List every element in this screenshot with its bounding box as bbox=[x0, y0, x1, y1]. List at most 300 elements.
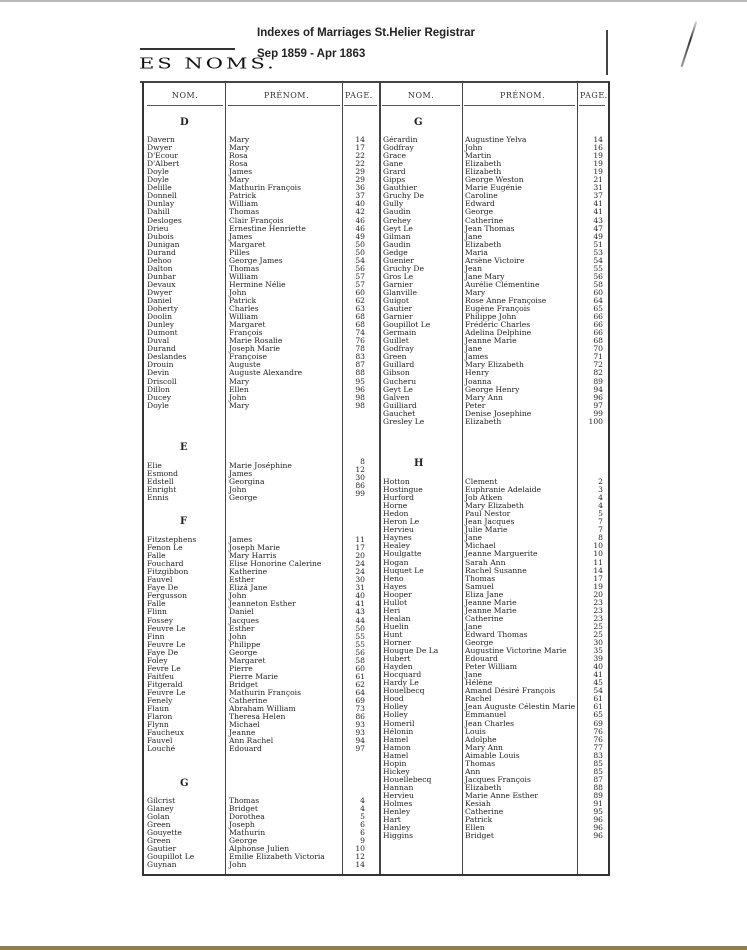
entry-nom: Davern bbox=[147, 135, 175, 144]
entry-page: 94 bbox=[593, 384, 603, 394]
entry-nom: Dillon bbox=[147, 384, 170, 394]
entry-page: 66 bbox=[593, 312, 603, 322]
entry-prenom: Ann Rachel bbox=[229, 736, 274, 746]
entry-page: 4 bbox=[598, 501, 603, 511]
entry-page: 55 bbox=[355, 639, 365, 649]
entry-prenom: John bbox=[229, 631, 247, 641]
entry-page: 73 bbox=[355, 704, 365, 714]
entry-page: 41 bbox=[593, 670, 603, 680]
entry-page: 30 bbox=[593, 638, 603, 647]
entry-page: 7 bbox=[598, 517, 603, 527]
entry-prenom: Jacques François bbox=[465, 774, 531, 784]
entry-prenom: Thomas bbox=[229, 207, 260, 217]
entry-nom: Foley bbox=[147, 655, 168, 665]
entry-nom: Hamel bbox=[383, 750, 409, 760]
entry-page: 17 bbox=[593, 573, 603, 583]
entry-page: 78 bbox=[355, 344, 365, 354]
entry-nom: Dumont bbox=[147, 328, 178, 338]
entry-nom: Huelin bbox=[383, 621, 409, 631]
entry-nom: Faye De bbox=[147, 647, 179, 657]
entry-page: 53 bbox=[593, 247, 603, 257]
entry-page: 96 bbox=[593, 815, 603, 825]
entry-nom: Glaney bbox=[147, 804, 174, 814]
header-rule-short bbox=[221, 48, 235, 50]
entry-prenom: Augustine Victorine Marie bbox=[465, 646, 567, 656]
entry-nom: Gilman bbox=[383, 231, 411, 241]
entry-nom: Dunbar bbox=[147, 271, 176, 281]
header-underline bbox=[579, 105, 605, 106]
entry-nom: Goupillot Le bbox=[147, 852, 195, 862]
entry-page: 98 bbox=[355, 400, 365, 410]
entry-prenom: Marie Joséphine bbox=[229, 461, 292, 470]
entry-nom: Hervieu bbox=[383, 790, 414, 800]
entry-prenom: Mary Elizabeth bbox=[465, 501, 524, 511]
entry-page: 72 bbox=[593, 360, 603, 370]
entry-nom: Dahill bbox=[147, 207, 170, 217]
entry-page: 88 bbox=[355, 368, 365, 378]
entry-prenom: Jane Mary bbox=[465, 271, 505, 281]
entry-nom: Feuvre Le bbox=[147, 687, 186, 697]
entry-prenom: Edouard bbox=[229, 744, 262, 754]
entry-nom: Fitzstephens bbox=[147, 535, 197, 544]
entry-prenom: Jean Charles bbox=[465, 718, 515, 728]
entry-nom: Hubert bbox=[383, 654, 411, 664]
entry-page: 61 bbox=[593, 702, 603, 712]
entry-page: 12 bbox=[355, 465, 365, 475]
entry-nom: Green bbox=[147, 820, 171, 830]
entry-prenom: George bbox=[229, 836, 258, 846]
entry-nom: Garnier bbox=[383, 312, 413, 322]
section-letter-g: G bbox=[414, 117, 423, 128]
entry-page: 61 bbox=[593, 694, 603, 704]
entry-prenom: Denise Josephine bbox=[465, 408, 532, 418]
entry-prenom: Jane bbox=[465, 621, 482, 631]
entry-nom: Flinn bbox=[147, 607, 167, 617]
entry-prenom: Joanna bbox=[465, 376, 492, 386]
entry-nom: Gilcrist bbox=[147, 796, 176, 805]
entry-prenom: George bbox=[229, 493, 258, 503]
entry-nom: Hickey bbox=[383, 766, 410, 776]
entry-prenom: Edward Thomas bbox=[465, 629, 528, 639]
entry-page: 99 bbox=[593, 408, 603, 418]
entry-prenom: Charles bbox=[229, 304, 259, 314]
entry-nom: Gedge bbox=[383, 247, 408, 257]
entry-prenom: Clement bbox=[465, 477, 498, 486]
entry-nom: Hostingue bbox=[383, 485, 423, 495]
entry-nom: Godfray bbox=[383, 344, 414, 354]
entry-page: 71 bbox=[593, 352, 603, 362]
entry-page: 16 bbox=[593, 143, 603, 153]
entry-prenom: Mary Ann bbox=[465, 742, 503, 752]
entry-nom: Holley bbox=[383, 710, 408, 720]
entry-page: 66 bbox=[593, 320, 603, 330]
entry-prenom: Alphonse Julien bbox=[229, 844, 290, 854]
entry-prenom: Jane bbox=[465, 533, 482, 543]
entry-prenom: Rose Anne Françoise bbox=[465, 296, 547, 305]
entry-nom: Houelbecq bbox=[383, 686, 425, 696]
entry-page: 42 bbox=[355, 207, 365, 217]
header-rule bbox=[140, 48, 233, 50]
entry-nom: Falle bbox=[147, 551, 166, 561]
entry-page: 55 bbox=[355, 631, 365, 641]
entry-prenom: Louis bbox=[465, 726, 486, 736]
entry-prenom: George bbox=[465, 207, 494, 217]
entry-nom: Holmes bbox=[383, 799, 413, 808]
entry-page: 100 bbox=[588, 416, 603, 426]
entry-nom: Devin bbox=[147, 368, 170, 378]
entry-page: 76 bbox=[593, 726, 603, 736]
entry-prenom: Kesiah bbox=[465, 799, 491, 808]
entry-prenom: Ernestine Henriette bbox=[229, 223, 306, 233]
entry-nom: Fouchard bbox=[147, 559, 184, 569]
entry-page: 7 bbox=[598, 525, 603, 535]
entry-page: 41 bbox=[593, 207, 603, 217]
entry-nom: Heno bbox=[383, 573, 404, 583]
entry-prenom: Ann bbox=[465, 766, 481, 776]
index-table bbox=[142, 82, 610, 876]
entry-nom: Gérardin bbox=[383, 135, 418, 144]
entry-prenom: Catherine bbox=[465, 215, 504, 225]
entry-prenom: Aurélie Clémentine bbox=[465, 279, 540, 289]
entry-page: 14 bbox=[593, 565, 603, 575]
entry-page: 4 bbox=[360, 796, 365, 805]
entry-nom: Feuvre Le bbox=[147, 639, 186, 649]
entry-prenom: Mary Elizabeth bbox=[465, 360, 524, 370]
entry-prenom: Jeanne Marie bbox=[465, 605, 517, 615]
entry-page: 70 bbox=[593, 344, 603, 354]
entry-prenom: Jane bbox=[465, 670, 482, 680]
entry-prenom: Abraham William bbox=[229, 704, 296, 714]
entry-prenom: Edward bbox=[465, 199, 495, 209]
entry-nom: Goupillot Le bbox=[383, 320, 431, 330]
entry-nom: Geyt Le bbox=[383, 223, 413, 233]
entry-nom: Guynan bbox=[147, 860, 177, 870]
entry-page: 17 bbox=[355, 143, 365, 153]
entry-page: 51 bbox=[593, 239, 603, 249]
entry-page: 96 bbox=[593, 392, 603, 402]
entry-page: 61 bbox=[355, 671, 365, 681]
entry-page: 85 bbox=[593, 766, 603, 776]
entry-nom: Healan bbox=[383, 613, 411, 623]
entry-nom: Flynn bbox=[147, 720, 169, 730]
entry-prenom: Henry bbox=[465, 368, 489, 378]
document-title: Indexes of Marriages St.Helier Registrar bbox=[257, 27, 475, 39]
column-divider bbox=[577, 82, 578, 874]
entry-page: 40 bbox=[355, 591, 365, 601]
entry-page: 50 bbox=[355, 239, 365, 249]
entry-prenom: James bbox=[229, 231, 253, 241]
header-underline bbox=[464, 105, 575, 106]
entry-page: 56 bbox=[593, 271, 603, 281]
entry-page: 97 bbox=[593, 400, 603, 410]
entry-prenom: Jean Auguste Célestin Marie bbox=[465, 702, 576, 712]
entry-page: 14 bbox=[355, 860, 365, 870]
entry-nom: Hurford bbox=[383, 493, 415, 503]
entry-page: 25 bbox=[593, 621, 603, 631]
entry-page: 30 bbox=[355, 473, 365, 483]
column-divider bbox=[225, 82, 226, 874]
entry-prenom: Jacques bbox=[229, 615, 259, 625]
entry-nom: Heri bbox=[383, 605, 401, 615]
entry-page: 47 bbox=[593, 223, 603, 233]
section-letter-e: E bbox=[180, 442, 188, 453]
entry-page: 89 bbox=[593, 376, 603, 386]
entry-nom: Fenon Le bbox=[147, 543, 183, 553]
entry-page: 19 bbox=[593, 167, 603, 177]
entry-prenom: Patrick bbox=[229, 296, 257, 305]
entry-page: 25 bbox=[593, 629, 603, 639]
entry-page: 83 bbox=[355, 352, 365, 362]
entry-prenom: Elizabeth bbox=[465, 159, 502, 169]
entry-page: 69 bbox=[355, 696, 365, 705]
entry-page: 20 bbox=[355, 551, 365, 561]
entry-page: 64 bbox=[355, 687, 365, 697]
entry-nom: Doherty bbox=[147, 304, 179, 314]
entry-prenom: Samuel bbox=[465, 581, 494, 591]
entry-prenom: Clair François bbox=[229, 215, 284, 225]
entry-nom: Henley bbox=[383, 807, 411, 817]
entry-page: 87 bbox=[593, 774, 603, 784]
entry-nom: Hamon bbox=[383, 742, 411, 752]
entry-nom: Faye De bbox=[147, 583, 179, 593]
entry-page: 86 bbox=[355, 712, 365, 722]
header-underline bbox=[147, 105, 223, 106]
header-underline bbox=[344, 105, 377, 106]
entry-nom: Dalton bbox=[147, 263, 173, 273]
entry-nom: Finn bbox=[147, 631, 165, 641]
entry-nom: Doolin bbox=[147, 312, 172, 322]
entry-nom: Houellebecq bbox=[383, 774, 432, 784]
entry-nom: Hunt bbox=[383, 629, 403, 639]
entry-nom: Dunigan bbox=[147, 239, 180, 249]
entry-nom: Galven bbox=[383, 392, 410, 402]
entry-prenom: Maria bbox=[465, 247, 488, 257]
entry-prenom: Dorothea bbox=[229, 812, 265, 822]
entry-prenom: James bbox=[229, 167, 253, 177]
entry-prenom: James bbox=[229, 535, 253, 544]
entry-page: 82 bbox=[593, 368, 603, 378]
entry-nom: Dehoo bbox=[147, 255, 172, 265]
entry-prenom: Georgina bbox=[229, 477, 265, 487]
entry-page: 50 bbox=[355, 623, 365, 633]
entry-prenom: Elizá Jane bbox=[229, 583, 268, 593]
entry-nom: Doyle bbox=[147, 167, 169, 177]
entry-page: 29 bbox=[355, 167, 365, 177]
entry-nom: Fauvel bbox=[147, 575, 173, 585]
entry-nom: Dubois bbox=[147, 231, 174, 241]
entry-prenom: Pierre Marie bbox=[229, 671, 279, 681]
entry-page: 65 bbox=[593, 710, 603, 720]
entry-page: 2 bbox=[598, 477, 603, 486]
entry-page: 22 bbox=[355, 159, 365, 169]
entry-nom: Gaudin bbox=[383, 207, 411, 217]
entry-page: 97 bbox=[355, 744, 365, 754]
entry-prenom: George bbox=[465, 638, 494, 647]
entry-nom: Hocquard bbox=[383, 670, 422, 680]
entry-page: 39 bbox=[593, 654, 603, 664]
entry-prenom: John bbox=[229, 485, 247, 495]
entry-prenom: Mary bbox=[229, 175, 250, 185]
entry-nom: Deslandes bbox=[147, 352, 187, 362]
entry-prenom: Mary Ann bbox=[465, 392, 503, 402]
entry-prenom: Joseph Marie bbox=[229, 344, 281, 354]
entry-prenom: Bridget bbox=[465, 831, 494, 841]
entry-prenom: Martin bbox=[465, 151, 492, 161]
entry-nom: Higgins bbox=[383, 831, 413, 841]
entry-page: 46 bbox=[355, 223, 365, 233]
entry-nom: Gruchy De bbox=[383, 191, 425, 201]
entry-prenom: George bbox=[229, 647, 258, 657]
entry-page: 4 bbox=[360, 804, 365, 814]
entry-page: 68 bbox=[593, 336, 603, 346]
entry-prenom: Michael bbox=[465, 541, 496, 551]
entry-prenom: Aimable Louis bbox=[465, 750, 520, 760]
entry-page: 3 bbox=[598, 485, 603, 495]
entry-nom: Desloges bbox=[147, 215, 182, 225]
entry-page: 76 bbox=[593, 734, 603, 744]
entry-nom: Duval bbox=[147, 336, 170, 346]
entry-page: 4 bbox=[598, 493, 603, 503]
entry-page: 58 bbox=[593, 279, 603, 289]
entry-prenom: Paul Nestor bbox=[465, 509, 511, 519]
entry-nom: Garnier bbox=[383, 279, 413, 289]
entry-nom: Hannan bbox=[383, 782, 414, 792]
entry-nom: Hullot bbox=[383, 597, 407, 607]
entry-nom: Fevre Le bbox=[147, 663, 181, 673]
entry-nom: Flaun bbox=[147, 704, 170, 714]
entry-prenom: Marie Rosalie bbox=[229, 336, 283, 346]
entry-page: 76 bbox=[355, 336, 365, 346]
entry-prenom: Philippe John bbox=[465, 312, 517, 322]
entry-nom: Hopin bbox=[383, 758, 407, 768]
entry-nom: Hanley bbox=[383, 823, 411, 833]
entry-page: 69 bbox=[593, 718, 603, 728]
entry-nom: Edstell bbox=[147, 477, 174, 487]
entry-nom: Godfray bbox=[383, 143, 414, 153]
entry-prenom: Hermine Nélie bbox=[229, 279, 286, 289]
entry-prenom: Rachel Susanne bbox=[465, 565, 527, 575]
entry-prenom: John bbox=[465, 143, 483, 153]
entry-prenom: Mathurin François bbox=[229, 687, 301, 697]
entry-page: 5 bbox=[598, 509, 603, 519]
entry-nom: Gouyette bbox=[147, 828, 182, 838]
entry-nom: Esmond bbox=[147, 469, 178, 479]
entry-prenom: Amand Désiré François bbox=[465, 686, 556, 696]
entry-prenom: Mary bbox=[465, 287, 486, 297]
entry-prenom: Jean Thomas bbox=[465, 223, 515, 233]
entry-prenom: Hélène bbox=[465, 678, 493, 688]
bottom-border bbox=[0, 946, 747, 950]
entry-page: 30 bbox=[355, 575, 365, 585]
entry-page: 12 bbox=[355, 852, 365, 862]
entry-prenom: William bbox=[229, 312, 259, 322]
entry-prenom: Adolphe bbox=[465, 734, 497, 744]
entry-prenom: Michael bbox=[229, 720, 260, 730]
entry-page: 19 bbox=[593, 581, 603, 591]
section-letter-d: D bbox=[180, 117, 189, 128]
entry-page: 68 bbox=[355, 320, 365, 330]
entry-prenom: Françoise bbox=[229, 352, 267, 362]
entry-nom: Ennis bbox=[147, 493, 169, 503]
entry-prenom: Peter William bbox=[465, 662, 517, 672]
entry-prenom: James bbox=[229, 469, 253, 479]
entry-nom: Guigot bbox=[383, 296, 409, 305]
entry-page: 50 bbox=[355, 247, 365, 257]
entry-page: 99 bbox=[355, 489, 365, 499]
entry-prenom: Thomas bbox=[229, 796, 260, 805]
entry-prenom: Euphranie Adelaide bbox=[465, 485, 542, 495]
entry-prenom: Esther bbox=[229, 623, 255, 633]
entry-nom: Delille bbox=[147, 183, 172, 193]
entry-prenom: Jeanne Marie bbox=[465, 336, 517, 346]
entry-page: 56 bbox=[355, 647, 365, 657]
header-underline bbox=[382, 105, 460, 106]
column-divider bbox=[462, 82, 463, 874]
entry-page: 14 bbox=[355, 135, 365, 144]
entry-page: 86 bbox=[355, 481, 365, 491]
entry-nom: Gucheru bbox=[383, 376, 417, 386]
entry-nom: Drouin bbox=[147, 360, 174, 370]
entry-page: 41 bbox=[355, 599, 365, 609]
date-range: Sep 1859 - Apr 1863 bbox=[257, 48, 366, 60]
col-header-page-left: PAGE. bbox=[345, 91, 373, 100]
entry-prenom: Margaret bbox=[229, 239, 266, 249]
entry-prenom: Daniel bbox=[229, 607, 254, 617]
entry-prenom: Caroline bbox=[465, 191, 498, 201]
col-header-nom-right: NOM. bbox=[408, 91, 435, 100]
entry-prenom: Emmanuel bbox=[465, 710, 507, 720]
entry-page: 88 bbox=[593, 782, 603, 792]
entry-nom: Dwyer bbox=[147, 287, 173, 297]
entry-page: 37 bbox=[593, 191, 603, 201]
entry-page: 58 bbox=[355, 655, 365, 665]
entry-nom: Gros Le bbox=[383, 271, 414, 281]
entry-nom: D'Albert bbox=[147, 159, 180, 169]
entry-nom: Guillet bbox=[383, 336, 409, 346]
col-header-prenom-left: PRÉNOM. bbox=[264, 91, 310, 100]
column-divider-center bbox=[379, 82, 381, 874]
entry-nom: Hervieu bbox=[383, 525, 414, 535]
entry-page: 77 bbox=[593, 742, 603, 752]
entry-prenom: George Weston bbox=[465, 175, 524, 185]
section-letter-h: H bbox=[414, 458, 424, 469]
entry-nom: Guilliard bbox=[383, 400, 417, 410]
entry-prenom: Frédéric Charles bbox=[465, 320, 531, 330]
entry-page: 20 bbox=[593, 589, 603, 599]
entry-page: 10 bbox=[593, 549, 603, 559]
entry-page: 23 bbox=[593, 613, 603, 623]
entry-page: 43 bbox=[593, 215, 603, 225]
entry-nom: Fenely bbox=[147, 696, 173, 705]
entry-prenom: Rosa bbox=[229, 151, 248, 161]
entry-prenom: Theresa Helen bbox=[229, 712, 286, 722]
entry-page: 87 bbox=[355, 360, 365, 370]
entry-prenom: Augustine Yelva bbox=[465, 135, 527, 144]
entry-page: 65 bbox=[593, 304, 603, 314]
entry-nom: Horne bbox=[383, 501, 408, 511]
entry-page: 60 bbox=[593, 287, 603, 297]
entry-page: 31 bbox=[355, 583, 365, 593]
entry-page: 57 bbox=[355, 279, 365, 289]
entry-prenom: Elizabeth bbox=[465, 239, 502, 249]
entry-page: 83 bbox=[593, 750, 603, 760]
entry-page: 45 bbox=[593, 678, 603, 688]
col-header-prenom-right: PRÉNOM. bbox=[500, 91, 546, 100]
entry-nom: Hood bbox=[383, 694, 404, 704]
entry-prenom: Jeanne Marguerite bbox=[465, 549, 538, 559]
entry-nom: Hélonin bbox=[383, 726, 414, 736]
entry-prenom: Philippe bbox=[229, 639, 261, 649]
